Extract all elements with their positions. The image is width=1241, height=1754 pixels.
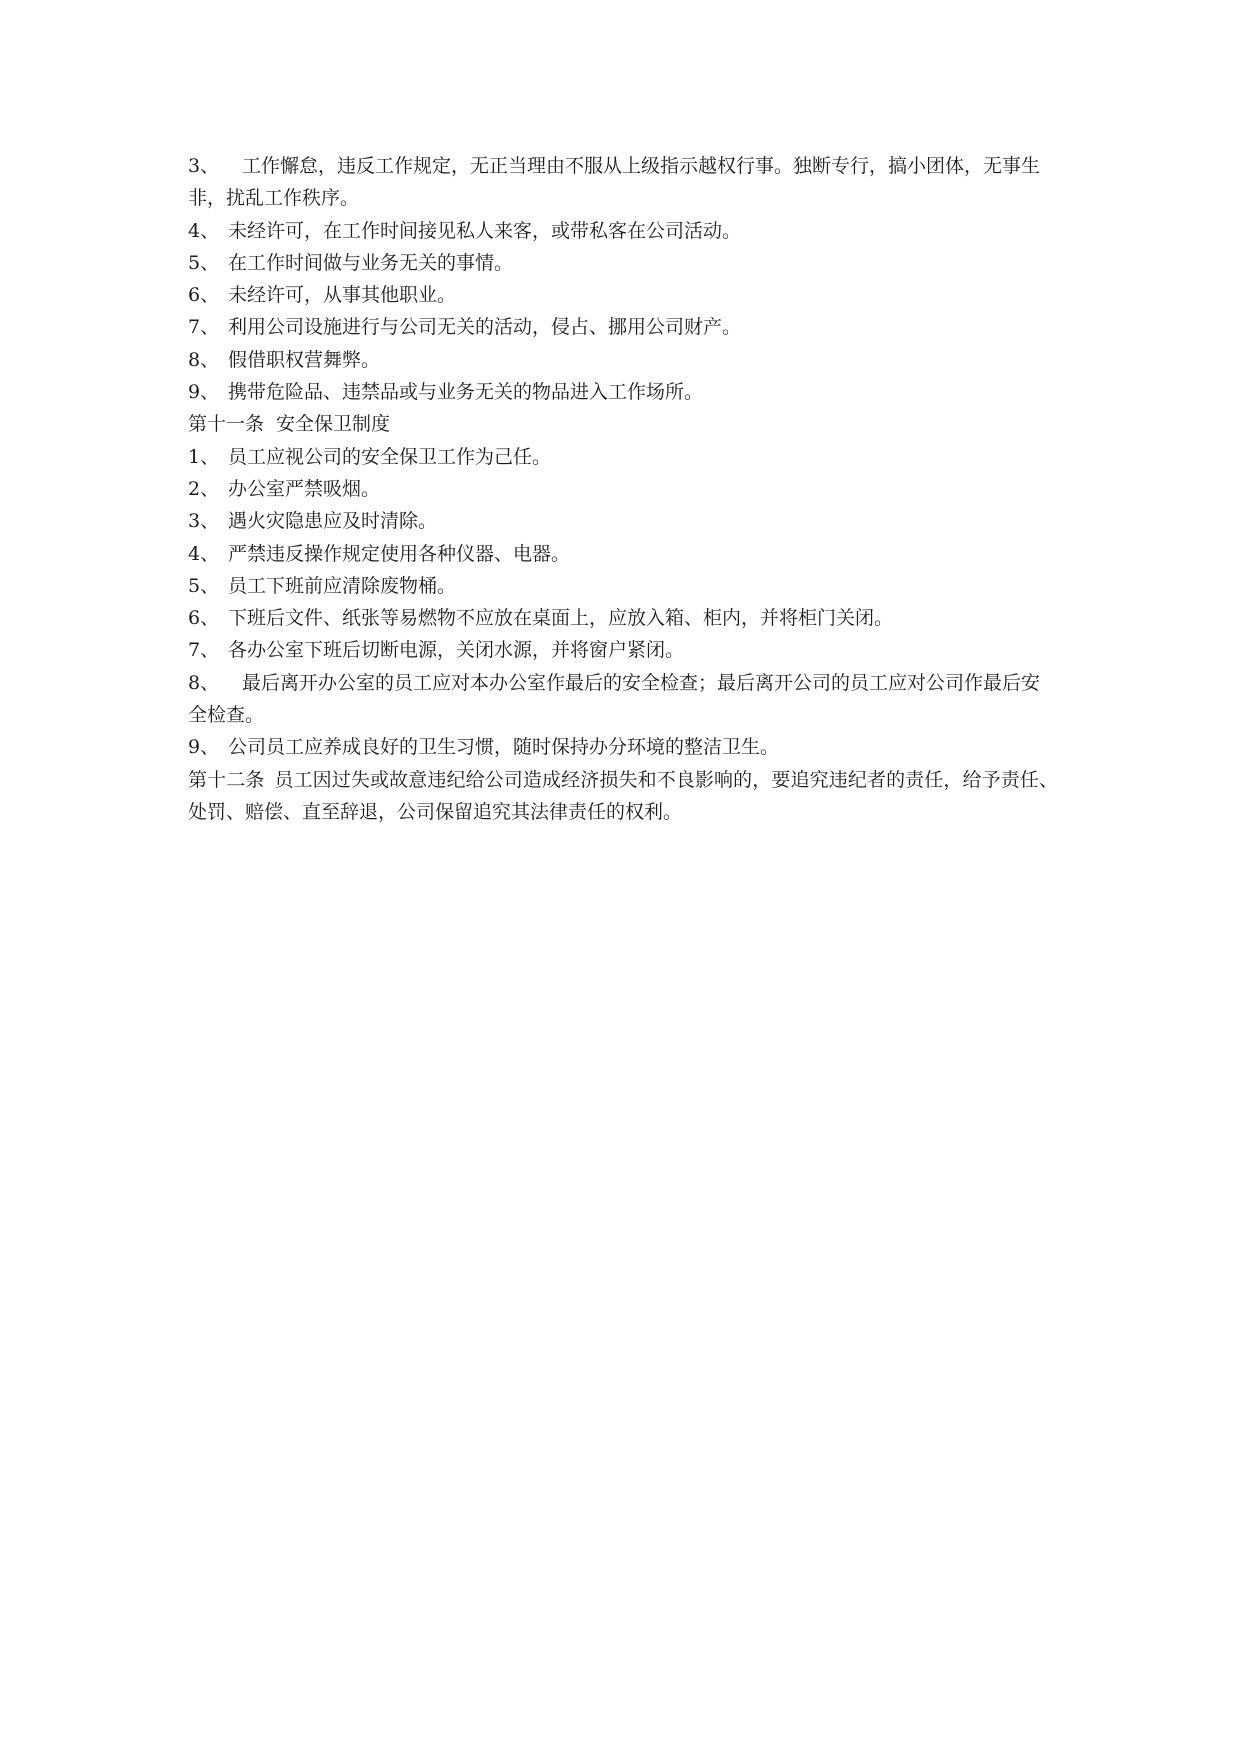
list-item-number: 7、 (188, 639, 220, 662)
list-item (188, 731, 1058, 763)
list-item (188, 150, 1058, 215)
list-item-text: 利用公司设施进行与公司无关的活动，侵占、挪用公司财产。 (228, 316, 742, 339)
list-item-number: 7、 (188, 316, 220, 339)
list-item-number: 4、 (188, 542, 220, 565)
list-item-text: 遇火灾隐患应及时清除。 (228, 510, 438, 533)
list-item-number: 1、 (188, 445, 220, 468)
list-item-number: 3、 (188, 510, 220, 533)
list-item-text: 公司员工应养成良好的卫生习惯，随时保持办分环境的整洁卫生。 (228, 736, 780, 759)
list-item (188, 376, 1058, 408)
list-item (188, 311, 1058, 343)
article-heading (188, 408, 1058, 440)
list-item (188, 505, 1058, 537)
list-item-text: 未经许可，从事其他职业。 (228, 284, 457, 307)
list-item-text: 下班后文件、纸张等易燃物不应放在桌面上，应放入箱、柜内，并将柜门关闭。 (228, 607, 894, 630)
list-item-text: 员工应视公司的安全保卫工作为己任。 (228, 445, 552, 468)
list-item (188, 538, 1058, 570)
list-item (188, 441, 1058, 473)
list-item-number: 9、 (188, 736, 220, 759)
list-item-number: 4、 (188, 219, 220, 242)
list-item (188, 279, 1058, 311)
list-item (188, 667, 1058, 732)
list-item-number: 3、 (188, 155, 220, 177)
list-item-number: 8、 (188, 348, 220, 371)
list-item-number: 6、 (188, 607, 220, 630)
list-item (188, 473, 1058, 505)
list-item-number: 6、 (188, 284, 220, 307)
list-item (188, 634, 1058, 666)
article-label: 第十一条 (188, 413, 265, 436)
list-item (188, 602, 1058, 634)
list-item-number: 2、 (188, 477, 220, 500)
list-item-text: 严禁违反操作规定使用各种仪器、电器。 (228, 542, 571, 565)
list-item (188, 570, 1058, 602)
list-item-text: 假借职权营舞弊。 (228, 348, 381, 371)
list-item-text: 未经许可，在工作时间接见私人来客，或带私客在公司活动。 (228, 219, 742, 242)
list-item-text: 工作懈怠，违反工作规定，无正当理由不服从上级指示越权行事。独断专行，搞小团体，无事生非，扰乱工作秩序。 (188, 155, 1041, 210)
document-body (188, 150, 1058, 828)
list-item-text: 最后离开办公室的员工应对本办公室作最后的安全检查；最后离开公司的员工应对公司作最后安全检查。 (188, 671, 1041, 727)
list-item (188, 247, 1058, 279)
list-item-text: 员工下班前应清除废物桶。 (228, 574, 457, 597)
list-item-text: 携带危险品、违禁品或与业务无关的物品进入工作场所。 (228, 381, 704, 404)
list-item-text: 办公室严禁吸烟。 (228, 477, 381, 500)
list-item-number: 8、 (188, 671, 220, 694)
article-label: 第十二条 (188, 768, 265, 791)
list-item (188, 215, 1058, 247)
list-item-number: 5、 (188, 574, 220, 597)
list-item (188, 344, 1058, 376)
article-text: 员工因过失或故意违纪给公司造成经济损失和不良影响的，要追究违纪者的责任，给予责任、处罚、赔偿、直至辞退，公司保留追究其法律责任的权利。 (188, 768, 1058, 823)
article-title: 安全保卫制度 (276, 413, 391, 436)
article-paragraph (188, 764, 1058, 829)
list-item-text: 在工作时间做与业务无关的事情。 (228, 251, 514, 274)
list-item-number: 9、 (188, 381, 220, 404)
list-item-text: 各办公室下班后切断电源，关闭水源，并将窗户紧闭。 (228, 639, 685, 662)
list-item-number: 5、 (188, 251, 220, 274)
